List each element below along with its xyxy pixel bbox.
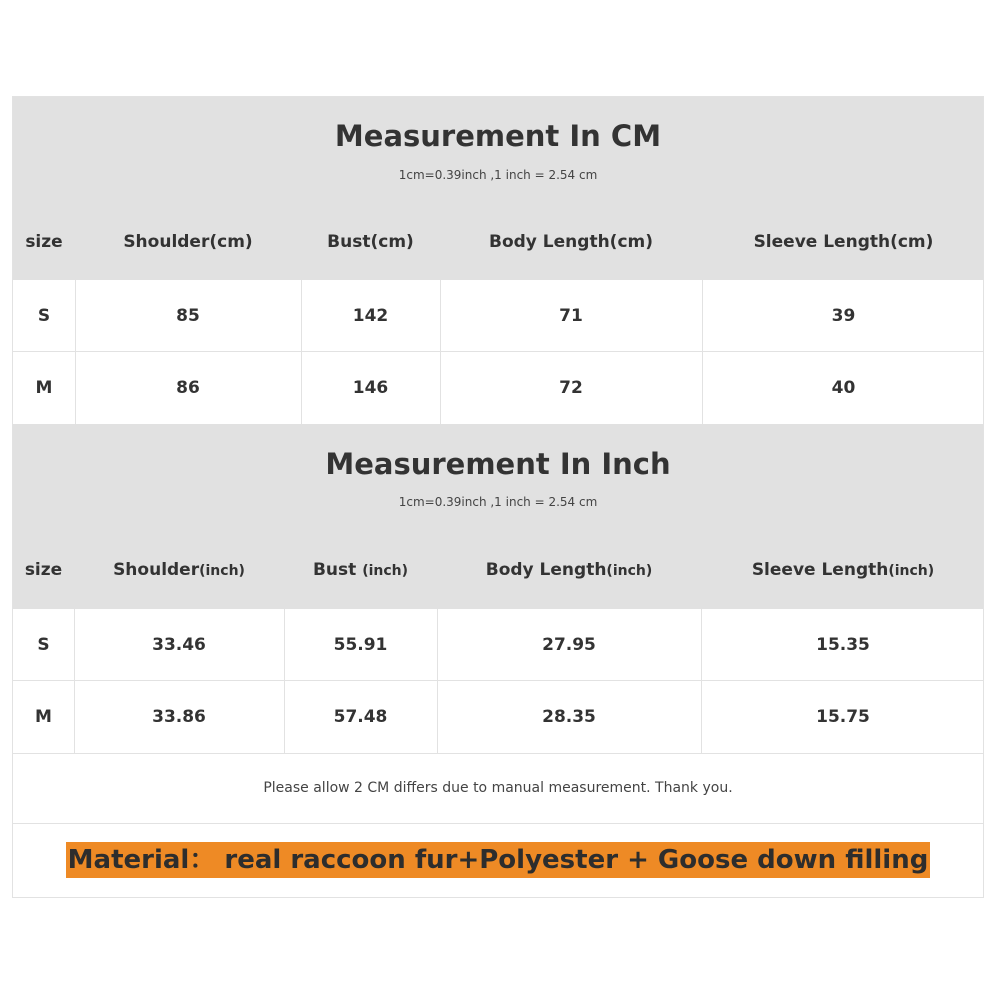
inch-cell-bust: 57.48 [333,707,388,727]
inch-table [13,424,983,753]
inch-header-body-length-label: Body Length [485,560,607,580]
inch-cell-bust: 55.91 [333,634,388,655]
inch-header-bust [284,560,437,580]
measurement-note: Please allow 2 CM differs due to manual measurement. Thank you. [263,780,733,796]
inch-header-body-length-unit: (inch) [606,563,653,579]
inch-header-shoulder-unit: (inch) [199,563,245,579]
cm-table-title: Measurement In CM [334,119,662,153]
cm-table-row-m [13,351,983,424]
inch-cell-sleeve-length: 15.75 [816,707,870,727]
cm-cell-size: S [37,305,51,326]
inch-header-sleeve-length [701,560,985,580]
material-text: Material： real raccoon fur+Polyester + Goose down filling [66,842,931,878]
cm-table [13,97,983,424]
inch-cell-body-length: 28.35 [542,707,596,727]
inch-header-sleeve-length-label: Sleeve Length [751,560,889,580]
cm-cell-size: M [35,378,53,398]
inch-table-subtitle: 1cm=0.39inch ,1 inch = 2.54 cm [398,495,598,509]
inch-table-title: Measurement In Inch [325,447,671,481]
cm-cell-shoulder: 86 [176,378,200,398]
cm-cell-sleeve-length: 40 [831,378,856,398]
cm-cell-bust: 142 [352,305,389,326]
measurement-note-row [13,753,983,823]
cm-header-shoulder-label: Shoulder(cm) [123,232,253,252]
cm-header-bust [301,232,440,252]
inch-header-shoulder [74,560,284,580]
cm-table-row-s [13,280,983,351]
inch-cell-body-length: 27.95 [542,634,596,655]
inch-cell-shoulder: 33.86 [152,707,206,727]
inch-cell-size: S [37,634,50,655]
inch-header-body-length [437,560,701,580]
cm-cell-body-length: 72 [559,378,583,398]
inch-table-row-m [13,680,983,753]
cm-header-body-length-label: Body Length(cm) [489,232,653,252]
cm-header-shoulder [75,232,301,252]
cm-table-subtitle: 1cm=0.39inch ,1 inch = 2.54 cm [398,168,598,182]
inch-cell-size: M [35,707,52,727]
cm-header-sleeve-length [702,232,985,252]
material-row [13,823,983,899]
inch-header-size-label: size [24,560,63,580]
cm-header-body-length [440,232,702,252]
cm-cell-bust: 146 [352,378,389,398]
inch-header-size [13,560,74,580]
cm-cell-body-length: 71 [559,305,583,326]
inch-header-bust-label: Bust [312,560,363,580]
size-chart [12,96,984,898]
inch-cell-sleeve-length: 15.35 [816,634,870,655]
inch-header-sleeve-length-unit: (inch) [888,563,935,579]
cm-header-bust-label: Bust(cm) [327,232,414,252]
cm-cell-sleeve-length: 39 [831,305,856,326]
cm-header-size-label: size [25,232,63,252]
cm-header-size [13,232,75,252]
cm-cell-shoulder: 85 [176,305,200,326]
inch-header-shoulder-label: Shoulder [113,560,200,580]
cm-header-sleeve-length-label: Sleeve Length(cm) [753,232,934,252]
inch-header-bust-unit: (inch) [362,563,409,579]
inch-cell-shoulder: 33.46 [152,634,206,655]
inch-table-row-s [13,609,983,680]
